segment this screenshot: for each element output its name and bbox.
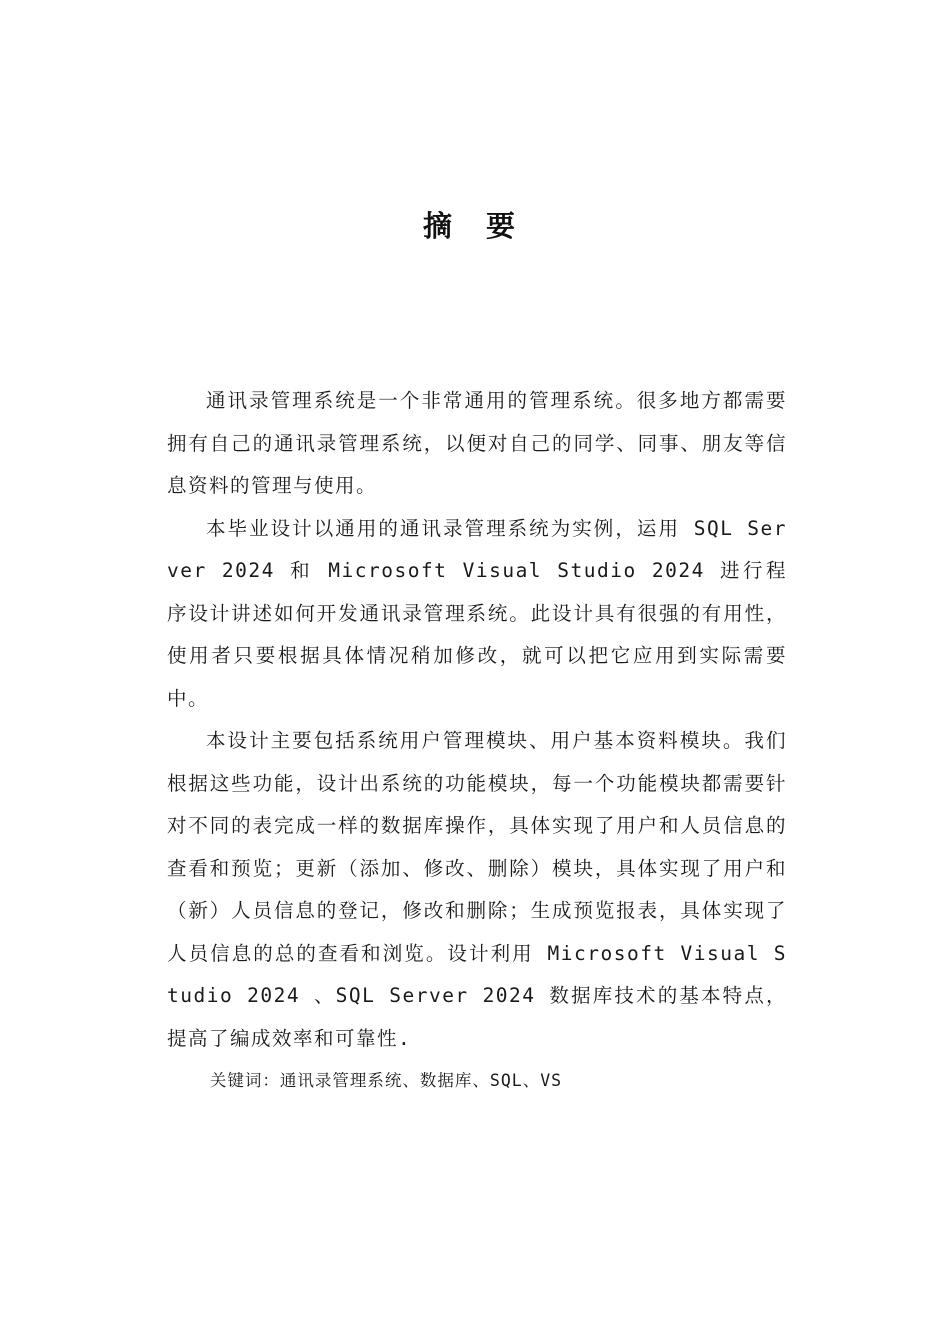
abstract-paragraph-1: 通讯录管理系统是一个非常通用的管理系统。很多地方都需要拥有自己的通讯录管理系统，以便对自己的同学、同事、朋友等信息资料的管理与使用。 — [167, 389, 787, 497]
abstract-body — [167, 380, 787, 1103]
abstract-paragraph-3: 本设计主要包括系统用户管理模块、用户基本资料模块。我们根据这些功能，设计出系统的功能模块，每一个功能模块都需要针对不同的表完成一样的数据库操作，具体实现了用户和人员信息的查看和预览；更新（添加、修改、删除）模块，具体实现了用户和（新）人员信息的登记，修改和删除；生成预览报表，具体实现了人员信息的总的查看和浏览。设计利用 Microsoft Visual Studio 2024 、SQL Server 2024 数据库技术的基本特点，提高了编成效率和可靠性. — [167, 729, 787, 1050]
page-title: 摘 要 — [422, 209, 528, 243]
keywords-line: 关键词：通讯录管理系统、数据库、SQL、VS — [209, 1071, 563, 1090]
abstract-paragraph-2: 本毕业设计以通用的通讯录管理系统为实例，运用 SQL Server 2024 和 Microsoft Visual Studio 2024 进行程序设计讲述如何开发通讯录管理系统。此设计具有很强的有用性，使用者只要根据具体情况稍加修改，就可以把它应用到实际需要中。 — [167, 516, 787, 710]
